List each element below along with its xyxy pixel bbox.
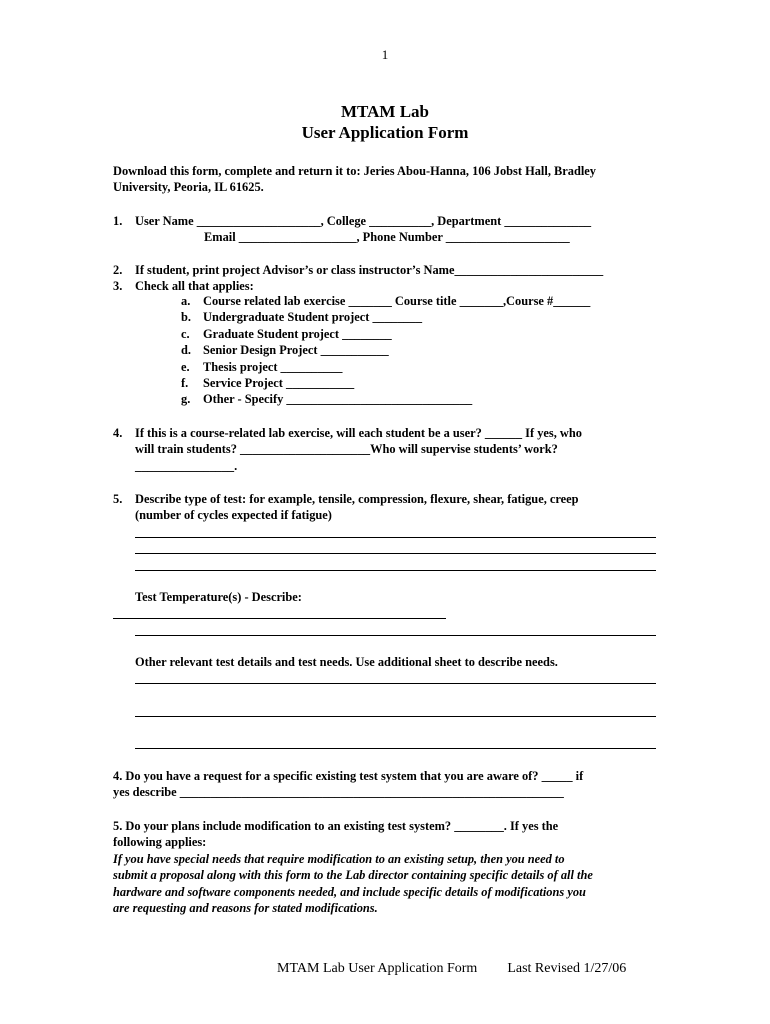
check-options-list (181, 293, 590, 408)
option-letter: f. (181, 376, 189, 391)
temperature-answer-line-1[interactable] (113, 618, 446, 619)
email-phone-fields[interactable]: Email ___________________, Phone Number ____________________ (204, 230, 570, 245)
question-5-line-2: following applies: (113, 835, 207, 850)
item-4-line-2[interactable]: will train students? _____________________Who will supervise students’ work? (135, 442, 558, 457)
other-details-answer-line-1[interactable] (135, 683, 656, 684)
intro-line-1: Download this form, complete and return it to: Jeries Abou-Hanna, 106 Jobst Hall, Bradley (113, 164, 597, 178)
item-3-number: 3. (113, 279, 123, 294)
test-type-answer-line-3[interactable] (135, 570, 656, 571)
other-details-label (135, 654, 680, 670)
item-4-line-1[interactable]: If this is a course-related lab exercise, will each student be a user? ______ If yes, who (135, 426, 582, 440)
option-letter: d. (181, 343, 191, 358)
footer-revision: Last Revised 1/27/06 (507, 961, 627, 976)
option-senior-design[interactable] (181, 342, 590, 358)
item-4-line-3[interactable]: ________________. (135, 458, 238, 473)
option-undergraduate[interactable] (181, 309, 590, 325)
page-title (0, 101, 770, 143)
option-text: Other - Specify ______________________________ (203, 392, 473, 407)
intro-line-2: University, Peoria, IL 61625. (113, 180, 264, 195)
question-5-line-1[interactable]: 5. Do your plans include modification to an existing test system? ________. If yes the (113, 819, 559, 833)
option-letter: c. (181, 326, 190, 341)
other-details-answer-line-2[interactable] (135, 716, 656, 717)
user-name-college-department-fields[interactable]: User Name ____________________, College __________, Department ______________ (135, 214, 592, 228)
advisor-name-field[interactable]: If student, print project Advisor’s or class instructor’s Name________________________ (135, 263, 604, 277)
special-needs-line-1: If you have special needs that require modification to an existing setup, then you need to (113, 851, 565, 866)
special-needs-line-4: are requesting and reasons for stated modifications. (113, 901, 378, 916)
test-type-answer-line-2[interactable] (135, 553, 656, 554)
title-line-1: MTAM Lab (341, 102, 429, 121)
option-letter: a. (181, 294, 191, 308)
option-text: Undergraduate Student project ________ (203, 310, 423, 325)
option-thesis[interactable] (181, 359, 590, 375)
option-course-related[interactable] (181, 293, 590, 309)
item-2-number: 2. (113, 263, 123, 277)
option-graduate[interactable] (181, 326, 590, 342)
test-temperature-label (135, 589, 680, 605)
question-4-line-2[interactable]: yes describe ______________________________________________________________ (113, 785, 564, 800)
option-letter: g. (181, 392, 191, 407)
items-2-3 (113, 262, 658, 295)
question-5-modification (113, 818, 658, 916)
item-4-course-exercise (113, 425, 658, 474)
other-details-answer-line-3[interactable] (135, 748, 656, 749)
page-number: 1 (381, 47, 389, 62)
intro-paragraph (113, 163, 658, 196)
item-1-number: 1. (113, 214, 123, 228)
item-4-number: 4. (113, 426, 123, 440)
question-4-existing-system (113, 768, 658, 801)
temperature-answer-line-2[interactable] (135, 635, 656, 636)
page-footer (277, 961, 626, 977)
footer-form-name: MTAM Lab User Application Form (277, 961, 478, 976)
option-text: Senior Design Project ___________ (203, 343, 389, 358)
question-4-line-1[interactable]: 4. Do you have a request for a specific existing test system that you are aware of? _____ if (113, 769, 584, 783)
item-1-user-info (113, 213, 658, 246)
item-5-line-2: (number of cycles expected if fatigue) (135, 508, 332, 523)
option-service[interactable] (181, 375, 590, 391)
check-applies-label: Check all that applies: (135, 279, 254, 294)
item-5-line-1: Describe type of test: for example, tensile, compression, flexure, shear, fatigue, creep (135, 492, 579, 506)
test-type-answer-line-1[interactable] (135, 537, 656, 538)
special-needs-line-2: submit a proposal along with this form to the Lab director containing specific details of all the (113, 868, 593, 883)
special-needs-line-3: hardware and software components needed, and include specific details of modifications you (113, 884, 586, 899)
item-5-number: 5. (113, 492, 123, 506)
option-text: Course related lab exercise _______ Course title _______,Course #______ (203, 294, 591, 308)
option-text: Graduate Student project ________ (203, 326, 392, 341)
option-text: Thesis project __________ (203, 359, 343, 374)
test-temperature-text: Test Temperature(s) - Describe: (135, 590, 302, 604)
option-other[interactable] (181, 391, 590, 407)
option-letter: b. (181, 310, 191, 325)
other-details-text: Other relevant test details and test needs. Use additional sheet to describe needs. (135, 655, 558, 669)
option-letter: e. (181, 359, 190, 374)
option-text: Service Project ___________ (203, 376, 355, 391)
title-line-2: User Application Form (301, 123, 469, 142)
item-5-test-type (113, 491, 658, 524)
